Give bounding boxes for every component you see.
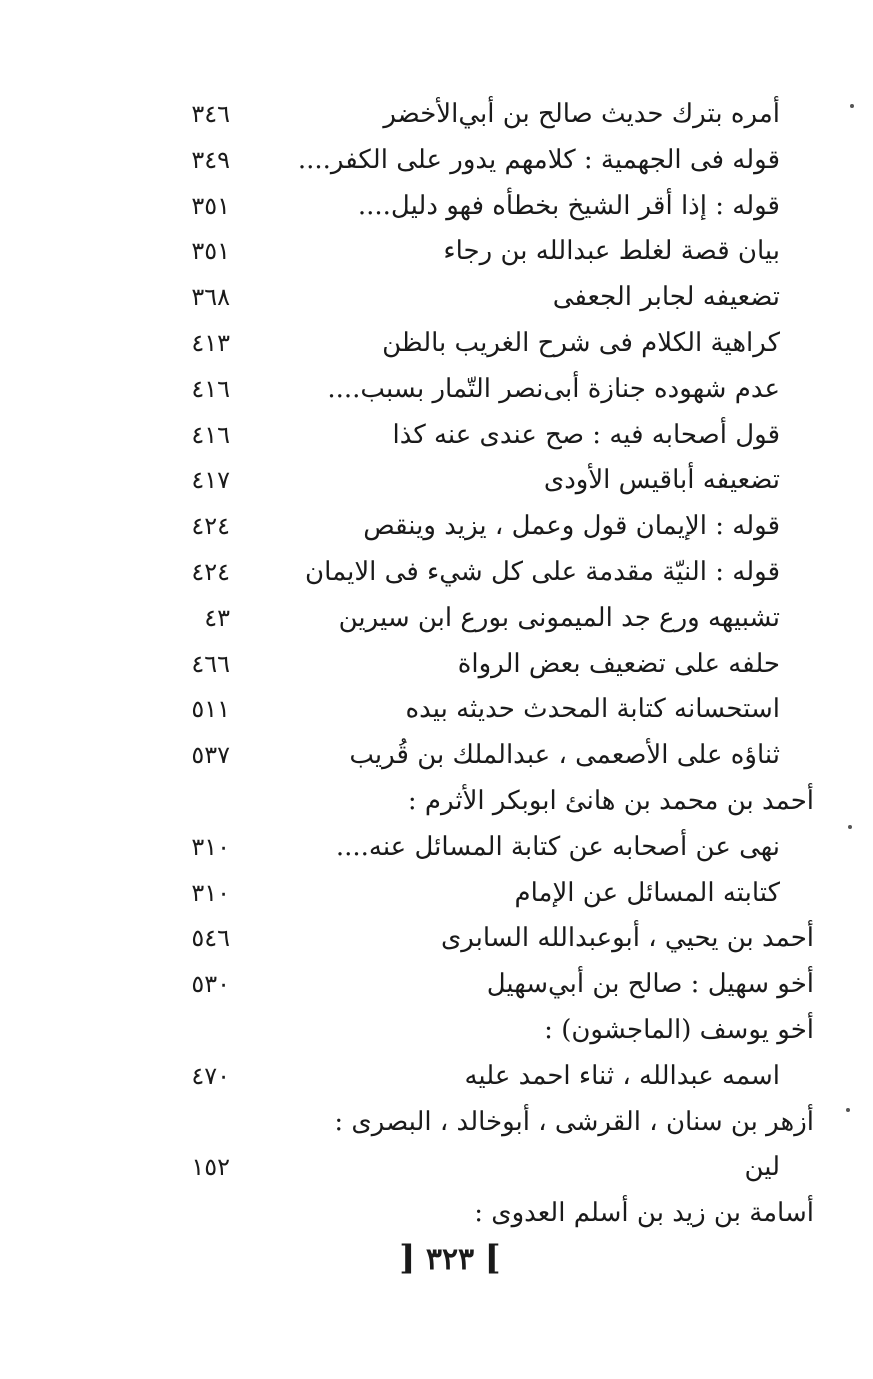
index-entry — [150, 596, 780, 642]
index-heading — [150, 779, 814, 825]
index-entry — [150, 458, 780, 504]
entry-page-number: ٤١٦ — [191, 374, 230, 403]
index-entry — [150, 550, 780, 596]
entry-text: نهى عن أصحابه عن كتابة المسائل عنه.... — [335, 831, 780, 862]
entry-text: أخو يوسف (الماجشون) : — [544, 1014, 814, 1045]
index-entry — [150, 871, 780, 917]
entry-page-number: ٣٤٩ — [191, 145, 230, 174]
entry-page-number: ٣٥١ — [191, 237, 230, 266]
margin-mark — [848, 825, 852, 829]
index-heading — [150, 1191, 814, 1237]
entry-page-number: ٥١١ — [191, 695, 230, 724]
entry-text: حلفه على تضعيف بعض الرواة — [457, 648, 780, 679]
entry-text: قوله فى الجهمية : كلامهم يدور على الكفر.... — [297, 144, 780, 175]
index-entry — [150, 184, 780, 230]
page-number-close-bracket: [ — [399, 1238, 416, 1278]
entry-page-number: ٤٧٠ — [191, 1061, 230, 1090]
index-entry — [150, 1054, 780, 1100]
entry-text: قوله : الإيمان قول وعمل ، يزيد وينقص — [363, 511, 780, 542]
entry-text: تضعيفه أباقيس الأودى — [543, 465, 780, 496]
entry-page-number: ٤١٦ — [191, 420, 230, 449]
entry-page-number: ٣٤٦ — [191, 100, 230, 128]
entry-text: ثناؤه على الأصعمى ، عبدالملك بن قُريب — [349, 740, 780, 771]
index-heading — [150, 1008, 814, 1054]
index-entry — [150, 642, 780, 688]
index-entry — [150, 275, 780, 321]
page-number — [380, 1238, 520, 1278]
index-entry — [150, 367, 780, 413]
entry-page-number: ٥٣٧ — [191, 741, 230, 770]
entry-page-number: ٣٥١ — [191, 191, 230, 220]
index-list — [150, 92, 814, 1237]
entry-page-number: ٣١٠ — [191, 832, 230, 861]
index-entry — [150, 687, 780, 733]
index-entry — [150, 138, 780, 184]
entry-text: كتابته المسائل عن الإمام — [514, 877, 780, 908]
entry-text: أحمد بن محمد بن هانئ ابوبكر الأثرم : — [407, 785, 814, 816]
index-entry — [150, 229, 780, 275]
entry-page-number: ٤٦٦ — [191, 649, 230, 678]
entry-text: استحسانه كتابة المحدث حديثه بيده — [405, 694, 780, 725]
entry-page-number: ٤٢٤ — [191, 557, 230, 586]
entry-text: أحمد بن يحيي ، أبوعبدالله السابرى — [440, 923, 814, 954]
entry-text: تضعيفه لجابر الجعفى — [552, 282, 780, 313]
entry-text: أسامة بن زيد بن أسلم العدوى : — [474, 1198, 814, 1229]
margin-mark — [846, 1108, 850, 1112]
index-entry — [150, 321, 780, 367]
entry-page-number: ٥٣٠ — [191, 970, 230, 999]
entry-text: عدم شهوده جنازة أبى‌نصر التّمار بسبب.... — [327, 373, 780, 404]
entry-page-number: ٣١٠ — [191, 878, 230, 907]
index-heading — [150, 962, 814, 1008]
entry-text: أخو سهيل : صالح بن أبي‌سهيل — [486, 969, 814, 1000]
entry-page-number: ٤٣ — [204, 603, 230, 632]
index-entry — [150, 92, 780, 138]
entry-page-number: ٤٢٤ — [191, 512, 230, 541]
margin-mark — [850, 104, 854, 108]
index-heading — [150, 1100, 814, 1146]
entry-page-number: ٣٦٨ — [191, 283, 230, 312]
index-heading — [150, 916, 814, 962]
entry-text: قول أصحابه فيه : صح عندى عنه كذا — [392, 419, 780, 450]
entry-page-number: ١٥٢ — [191, 1153, 230, 1182]
entry-text: قوله : النيّة مقدمة على كل شيء فى الايمان — [305, 556, 780, 587]
index-entry — [150, 504, 780, 550]
entry-page-number: ٥٤٦ — [191, 924, 230, 953]
entry-text: لين — [744, 1152, 780, 1183]
entry-text: اسمه عبدالله ، ثناء احمد عليه — [464, 1060, 780, 1091]
entry-text: كراهية الكلام فى شرح الغريب بالظن — [382, 327, 780, 358]
entry-page-number: ٤١٧ — [191, 466, 230, 495]
page-number-value: ٣٢٣ — [425, 1242, 475, 1277]
entry-text: قوله : إذا أقر الشيخ بخطأه فهو دليل.... — [357, 190, 780, 221]
index-entry — [150, 413, 780, 459]
index-entry — [150, 825, 780, 871]
entry-page-number: ٤١٣ — [191, 328, 230, 357]
entry-text: أزهر بن سنان ، القرشى ، أبوخالد ، البصرى : — [334, 1106, 814, 1137]
entry-text: بيان قصة لغلط عبدالله بن رجاء — [443, 236, 780, 267]
index-entry — [150, 1145, 780, 1191]
page-number-open-bracket: ] — [484, 1238, 501, 1278]
index-entry — [150, 733, 780, 779]
entry-text: أمره بترك حديث صالح بن أبي‌الأخضر — [383, 99, 780, 129]
entry-text: تشبيهه ورع جد الميمونى بورع ابن سيرين — [338, 602, 780, 633]
